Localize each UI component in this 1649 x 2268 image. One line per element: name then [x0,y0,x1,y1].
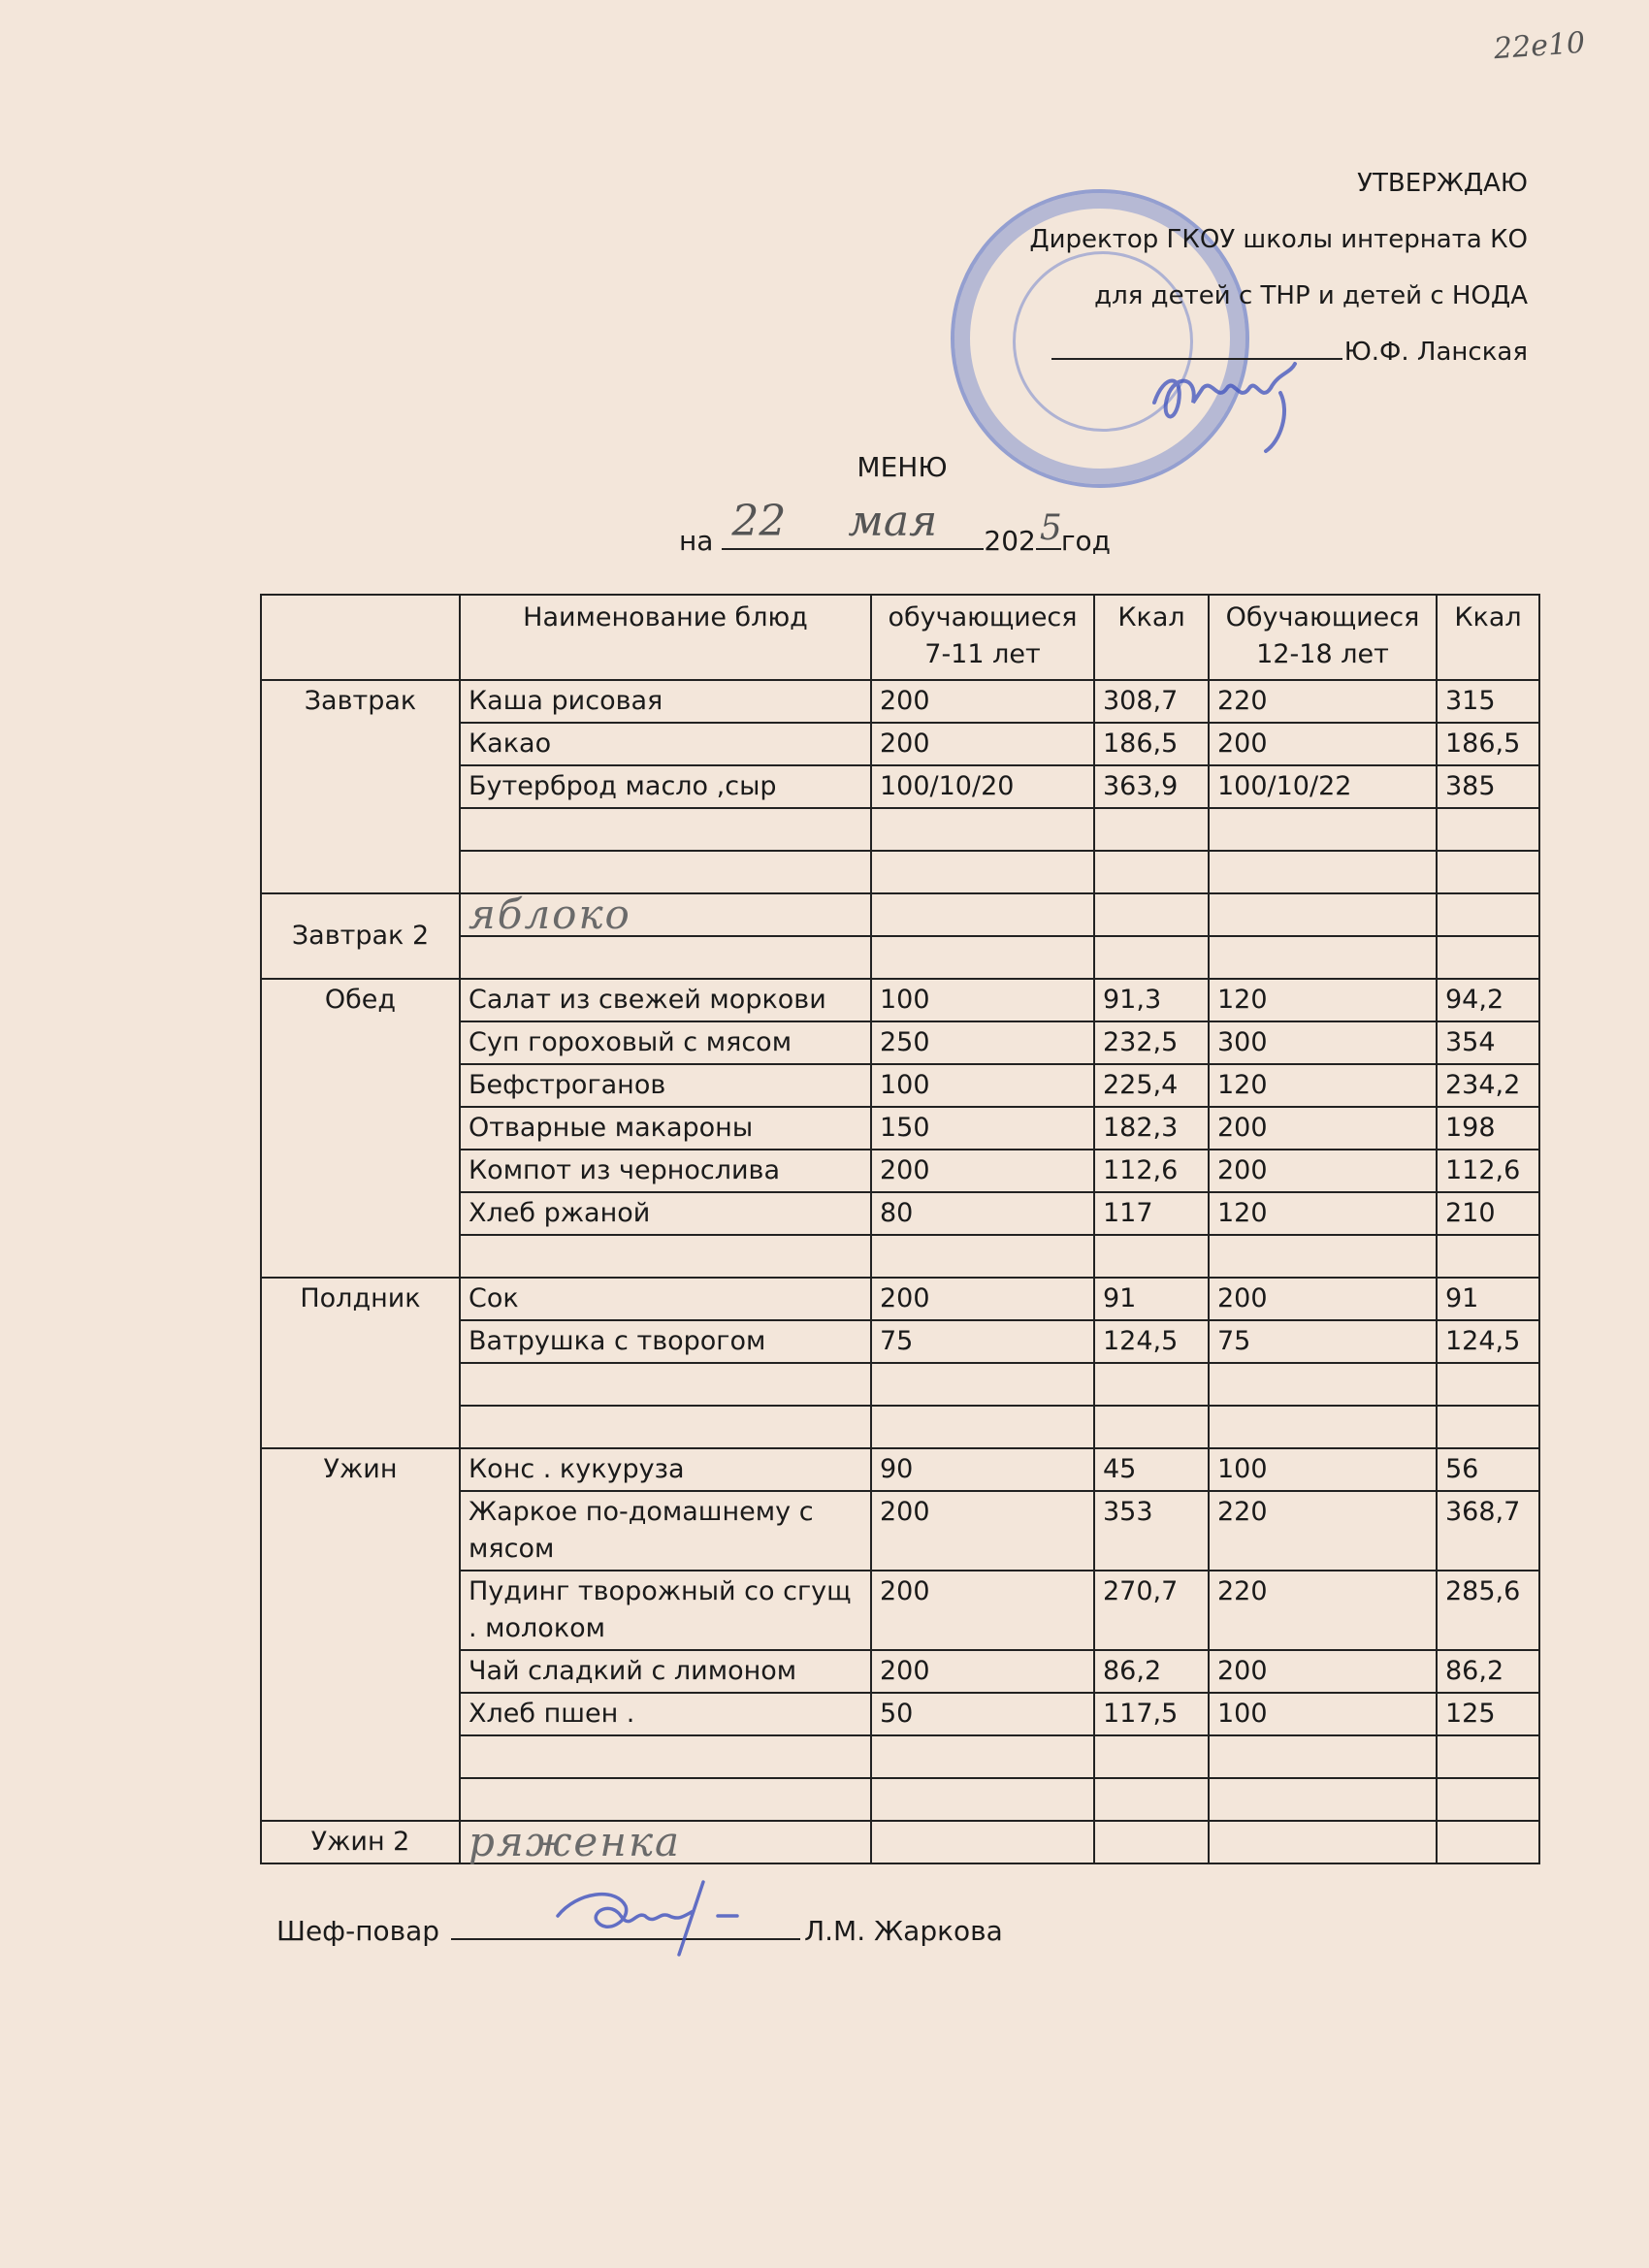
date-month: мая [848,497,938,546]
portion-12-18-cell: 100 [1209,1448,1437,1491]
kcal-7-11-cell: 86,2 [1094,1650,1209,1693]
date-prefix: на [679,525,714,557]
date-year-blank [1036,508,1062,550]
handwritten-dish-cell: яблоко [460,893,871,936]
portion-12-18-cell: 220 [1209,1491,1437,1571]
kcal-7-11-cell: 270,7 [1094,1571,1209,1650]
kcal-7-11-cell: 91,3 [1094,979,1209,1021]
table-row [261,893,1539,936]
header-kcal-12-18: Ккал [1437,595,1539,680]
chef-signature [538,1872,752,1960]
portion-12-18-cell: 220 [1209,1571,1437,1650]
portion-12-18-cell: 200 [1209,1107,1437,1150]
kcal-7-11-cell: 225,4 [1094,1064,1209,1107]
portion-12-18-cell: 220 [1209,680,1437,723]
dish-cell: Отварные макароны [460,1107,871,1150]
kcal-12-18-cell: 368,7 [1437,1491,1539,1571]
meal-cell: Завтрак 2 [261,893,460,979]
table-row [261,979,1539,1021]
chef-name: Л.М. Жаркова [804,1915,1003,1947]
header-dish: Наименование блюд [460,595,871,680]
kcal-12-18-cell: 186,5 [1437,723,1539,765]
kcal-7-11-cell: 112,6 [1094,1150,1209,1192]
chef-signature-line [451,1911,800,1940]
dish-cell: Конс . кукуруза [460,1448,871,1491]
portion-7-11-cell: 100 [871,979,1094,1021]
approval-position: Директор ГКОУ школы интерната КО [1029,225,1528,254]
director-signature [1145,335,1319,461]
portion-12-18-cell: 100/10/22 [1209,765,1437,808]
portion-7-11-cell: 100/10/20 [871,765,1094,808]
portion-12-18-cell: 120 [1209,1064,1437,1107]
kcal-7-11-cell: 117 [1094,1192,1209,1235]
dish-cell: Какао [460,723,871,765]
portion-7-11-cell: 200 [871,1571,1094,1650]
approval-position-continued: для детей с ТНР и детей с НОДА [1094,281,1528,310]
handwritten-dish-cell: ряженка [460,1821,871,1863]
kcal-12-18-cell: 315 [1437,680,1539,723]
kcal-12-18-cell: 86,2 [1437,1650,1539,1693]
portion-7-11-cell: 150 [871,1107,1094,1150]
portion-7-11-cell: 90 [871,1448,1094,1491]
header-portion-12-18: Обучающиеся 12-18 лет [1209,595,1437,680]
portion-12-18-cell: 120 [1209,979,1437,1021]
portion-12-18-cell: 300 [1209,1021,1437,1064]
dish-cell: Жаркое по-домашнему с мясом [460,1491,871,1571]
header-portion-7-11: обучающиеся 7-11 лет [871,595,1094,680]
portion-12-18-cell: 100 [1209,1693,1437,1735]
header-meal [261,595,460,680]
table-row [261,1278,1539,1320]
portion-12-18-cell: 200 [1209,1150,1437,1192]
kcal-7-11-cell: 232,5 [1094,1021,1209,1064]
kcal-12-18-cell: 385 [1437,765,1539,808]
table-row [261,680,1539,723]
portion-7-11-cell: 200 [871,680,1094,723]
chef-signature-row [276,1911,1003,1947]
portion-7-11-cell: 250 [871,1021,1094,1064]
kcal-7-11-cell: 124,5 [1094,1320,1209,1363]
dish-cell: Хлеб ржаной [460,1192,871,1235]
portion-7-11-cell: 75 [871,1320,1094,1363]
dish-cell: Каша рисовая [460,680,871,723]
portion-12-18-cell: 200 [1209,1650,1437,1693]
portion-7-11-cell: 50 [871,1693,1094,1735]
dish-cell: Суп гороховый с мясом [460,1021,871,1064]
chef-label: Шеф-повар [276,1915,440,1947]
meal-cell: Ужин 2 [261,1821,460,1863]
dish-cell: Компот из чернослива [460,1150,871,1192]
kcal-7-11-cell: 117,5 [1094,1693,1209,1735]
kcal-12-18-cell: 94,2 [1437,979,1539,1021]
meal-cell: Ужин [261,1448,460,1821]
kcal-12-18-cell: 198 [1437,1107,1539,1150]
kcal-7-11-cell: 363,9 [1094,765,1209,808]
header-kcal-7-11: Ккал [1094,595,1209,680]
kcal-7-11-cell: 45 [1094,1448,1209,1491]
portion-7-11-cell: 200 [871,1150,1094,1192]
portion-12-18-cell: 200 [1209,1278,1437,1320]
portion-7-11-cell: 100 [871,1064,1094,1107]
menu-date [679,497,1112,557]
date-year-prefix: 202 [984,525,1036,557]
date-day-month-blank [722,497,984,550]
kcal-12-18-cell: 234,2 [1437,1064,1539,1107]
date-suffix: год [1060,525,1112,557]
kcal-12-18-cell: 91 [1437,1278,1539,1320]
table-header-row [261,595,1539,680]
kcal-12-18-cell: 124,5 [1437,1320,1539,1363]
kcal-12-18-cell: 125 [1437,1693,1539,1735]
meal-cell: Обед [261,979,460,1278]
dish-cell: Сок [460,1278,871,1320]
menu-table [260,594,1540,1864]
kcal-12-18-cell: 112,6 [1437,1150,1539,1192]
director-name: Ю.Ф. Ланская [1343,338,1528,367]
kcal-7-11-cell: 308,7 [1094,680,1209,723]
portion-7-11-cell: 200 [871,1491,1094,1571]
kcal-7-11-cell: 91 [1094,1278,1209,1320]
corner-handwritten-note: 22e10 [1492,25,1587,67]
meal-cell: Завтрак [261,680,460,893]
kcal-7-11-cell: 186,5 [1094,723,1209,765]
portion-12-18-cell: 75 [1209,1320,1437,1363]
kcal-12-18-cell: 56 [1437,1448,1539,1491]
dish-cell: Чай сладкий с лимоном [460,1650,871,1693]
dish-cell: Бефстроганов [460,1064,871,1107]
portion-7-11-cell: 200 [871,1278,1094,1320]
kcal-7-11-cell: 182,3 [1094,1107,1209,1150]
date-year-digit: 5 [1039,508,1062,548]
kcal-7-11-cell: 353 [1094,1491,1209,1571]
kcal-12-18-cell: 354 [1437,1021,1539,1064]
table-row [261,1448,1539,1491]
page-title: МЕНЮ [857,451,948,483]
portion-7-11-cell: 200 [871,723,1094,765]
kcal-12-18-cell: 285,6 [1437,1571,1539,1650]
dish-cell: Хлеб пшен . [460,1693,871,1735]
dish-cell: Бутерброд масло ,сыр [460,765,871,808]
portion-7-11-cell: 200 [871,1650,1094,1693]
portion-12-18-cell: 120 [1209,1192,1437,1235]
dish-cell: Ватрушка с творогом [460,1320,871,1363]
approval-heading: УТВЕРЖДАЮ [1357,169,1528,198]
portion-12-18-cell: 200 [1209,723,1437,765]
portion-7-11-cell: 80 [871,1192,1094,1235]
table-row [261,1821,1539,1863]
kcal-12-18-cell: 210 [1437,1192,1539,1235]
dish-cell: Салат из свежей моркови [460,979,871,1021]
date-day: 22 [731,497,787,546]
dish-cell: Пудинг творожный со сгущ . молоком [460,1571,871,1650]
meal-cell: Полдник [261,1278,460,1448]
